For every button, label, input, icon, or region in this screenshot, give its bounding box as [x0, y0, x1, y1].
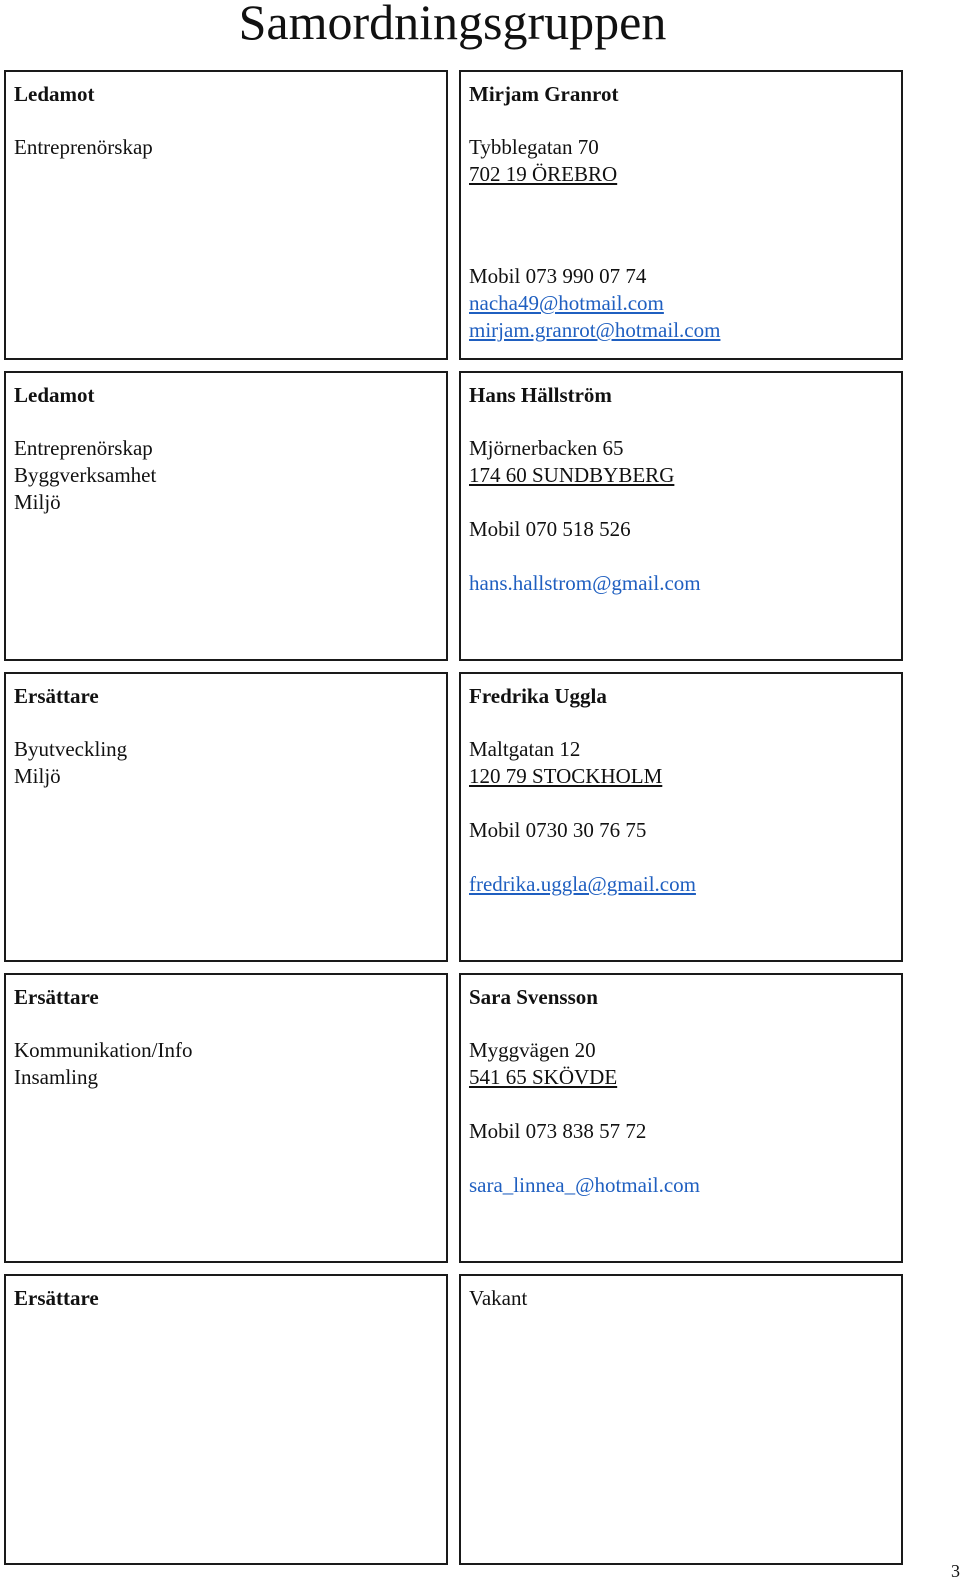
mobile-number: Mobil 073 838 57 72	[469, 1119, 647, 1143]
street-address: Myggvägen 20	[469, 1038, 596, 1062]
mobile-number: Mobil 073 990 07 74	[469, 264, 647, 288]
area-label: Byutveckling	[14, 737, 128, 761]
role-cell-2	[4, 371, 448, 661]
email-link[interactable]: nacha49@hotmail.com	[469, 291, 664, 315]
area-label: Kommunikation/Info	[14, 1038, 193, 1062]
email-link[interactable]: mirjam.granrot@hotmail.com	[469, 318, 721, 342]
area-label: Miljö	[14, 490, 61, 514]
email-link[interactable]: fredrika.uggla@gmail.com	[469, 872, 696, 896]
email-link[interactable]: sara_linnea_@hotmail.com	[469, 1173, 701, 1197]
contact-name: Sara Svensson	[469, 985, 598, 1009]
contact-name: Fredrika Uggla	[469, 684, 607, 708]
email-link[interactable]: hans.hallstrom@gmail.com	[469, 571, 701, 595]
mobile-number: Mobil 0730 30 76 75	[469, 818, 647, 842]
area-label: Entreprenörskap	[14, 436, 153, 460]
role-cell-4	[4, 973, 448, 1263]
page-title: Samordningsgruppen	[238, 0, 667, 50]
area-label: Byggverksamhet	[14, 463, 157, 487]
street-address: Mjörnerbacken 65	[469, 436, 624, 460]
postal-address: 541 65 SKÖVDE	[469, 1065, 618, 1089]
role-label: Ersättare	[14, 684, 99, 708]
mobile-number: Mobil 070 518 526	[469, 517, 631, 541]
role-cell-3	[4, 672, 448, 962]
page-number: 3	[951, 1561, 960, 1581]
area-label: Insamling	[14, 1065, 98, 1089]
area-label: Miljö	[14, 764, 61, 788]
contact-name: Hans Hällström	[469, 383, 612, 407]
contact-cell-4	[459, 973, 903, 1263]
street-address: Maltgatan 12	[469, 737, 581, 761]
role-label: Ersättare	[14, 985, 99, 1009]
contact-cell-1	[459, 70, 903, 360]
role-cell-1	[4, 70, 448, 360]
street-address: Tybblegatan 70	[469, 135, 599, 159]
vacant-label: Vakant	[469, 1286, 528, 1310]
role-label: Ledamot	[14, 82, 95, 106]
postal-address: 702 19 ÖREBRO	[469, 162, 618, 186]
contact-name: Mirjam Granrot	[469, 82, 619, 106]
postal-address: 174 60 SUNDBYBERG	[469, 463, 675, 487]
area-label: Entreprenörskap	[14, 135, 153, 159]
postal-address: 120 79 STOCKHOLM	[469, 764, 663, 788]
contact-cell-3	[459, 672, 903, 962]
role-label: Ersättare	[14, 1286, 99, 1310]
role-label: Ledamot	[14, 383, 95, 407]
contact-cell-2	[459, 371, 903, 661]
contact-cell-5	[459, 1274, 903, 1565]
role-cell-5	[4, 1274, 448, 1565]
